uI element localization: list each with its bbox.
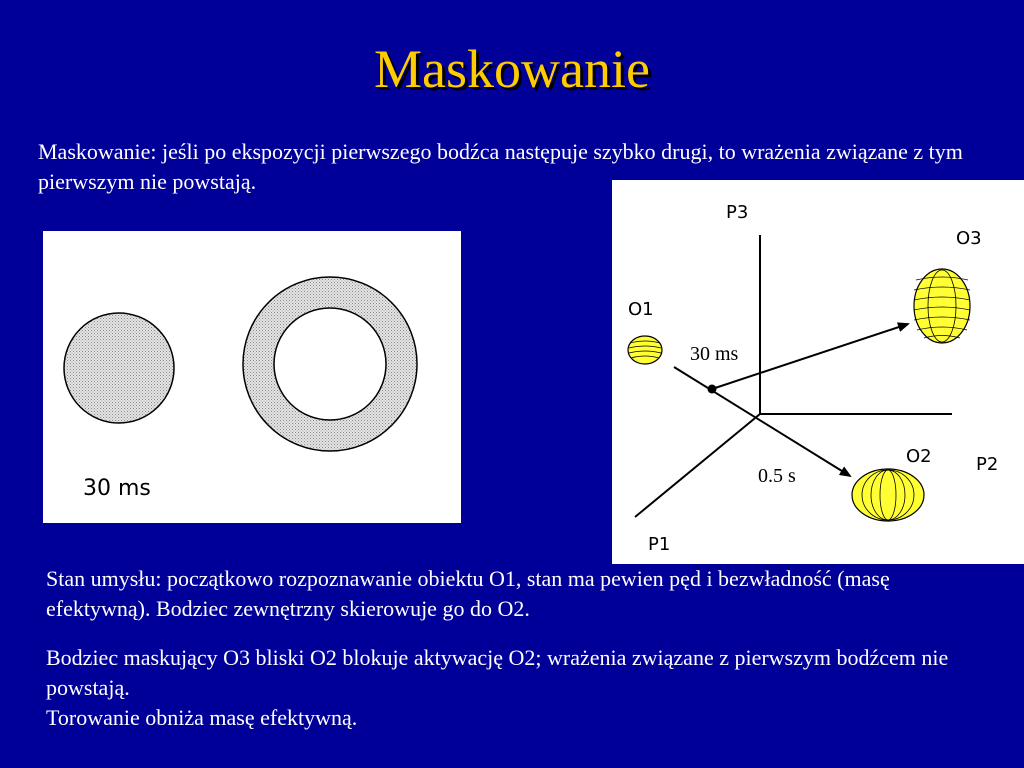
masking-stimuli-figure	[43, 231, 461, 523]
paragraph-masking-line1: Bodziec maskujący O3 bliski O2 blokuje aktywację O2; wrażenia związane z pierwszym bodźcem nie powstają.	[46, 645, 949, 700]
object-label-o2: O2	[906, 446, 932, 467]
paragraph-priming-line: Torowanie obniża masę efektywną.	[46, 705, 358, 730]
object-o1	[628, 336, 662, 364]
trajectory-to-o3	[712, 324, 908, 389]
axis-label-p2: P2	[976, 454, 999, 475]
intro-text: Maskowanie: jeśli po ekspozycji pierwszego bodźca następuje szybko drugi, to wrażenia związane z tym pierwszym nie powstają.	[38, 139, 963, 194]
object-label-o3: O3	[956, 228, 982, 249]
trajectory-to-o2	[674, 367, 850, 476]
paragraph-masking	[46, 643, 986, 733]
time-label-30ms: 30 ms	[83, 476, 151, 501]
time-label-30ms-diagram: 30 ms	[690, 343, 739, 365]
slide-title: Maskowanie	[374, 39, 650, 99]
object-label-o1: O1	[628, 299, 654, 320]
mask-ring	[243, 277, 417, 451]
target-disk	[64, 313, 174, 423]
axis-label-p1: P1	[648, 534, 671, 555]
object-o3	[914, 269, 970, 343]
paragraph-state-of-mind: Stan umysłu: początkowo rozpoznawanie obiektu O1, stan ma pewien pęd i bezwładność (masę efektywną). Bodziec zewnętrzny skierowuje go do O2.	[46, 566, 890, 621]
time-label-05s: 0.5 s	[758, 465, 796, 487]
axis-p1	[635, 414, 760, 517]
object-o2	[852, 469, 924, 521]
state-space-diagram	[612, 180, 1024, 564]
state-point	[708, 385, 717, 394]
axis-label-p3: P3	[726, 202, 749, 223]
